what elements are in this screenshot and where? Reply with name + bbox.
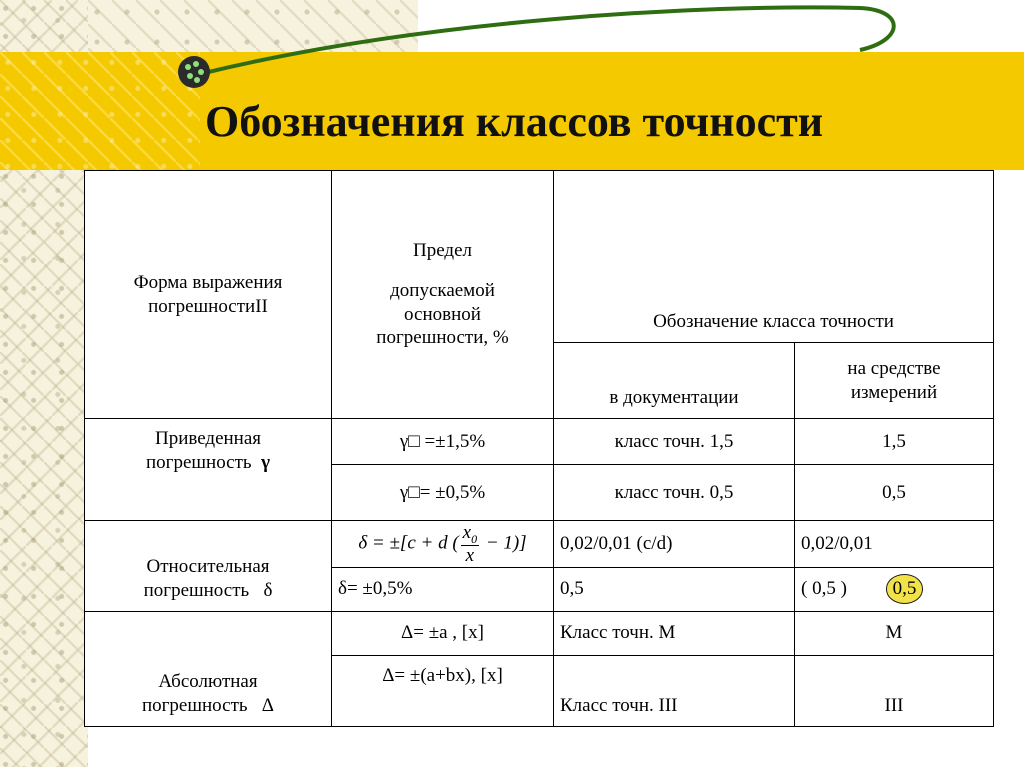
limit-relative-formula: δ = ±[c + d ( $\frac{x_0}{x}$ − 1)] (332, 521, 554, 568)
limit-absolute-2: Δ= ±(a+bx), [x] (332, 655, 554, 726)
accuracy-class-table (84, 170, 994, 727)
header-limit: Предел допускаемой основной погрешности, % (332, 171, 554, 419)
header-error-form: Форма выражения погрешностиII (85, 171, 332, 419)
instr-reduced-2: 0,5 (795, 465, 994, 521)
doc-relative-2: 0,5 (554, 567, 795, 611)
header-class-designation: Обозначение класса точности (554, 171, 994, 343)
instr-reduced-1: 1,5 (795, 419, 994, 465)
instr-absolute-2: III (795, 655, 994, 726)
instr-relative-2: ( 0,5 ) 0,5 (795, 567, 994, 611)
limit-reduced-2: γ□= ±0,5% (332, 465, 554, 521)
table-row (85, 611, 994, 655)
label-absolute-error: Абсолютная погрешность Δ (85, 611, 332, 726)
instr-absolute-1: M (795, 611, 994, 655)
label-reduced-error: Приведенная погрешность γ (85, 419, 332, 521)
doc-absolute-1: Класс точн. М (554, 611, 795, 655)
green-dots-bullet-icon (178, 56, 210, 88)
circled-class-mark: 0,5 (886, 574, 924, 604)
limit-reduced-1: γ□ =±1,5% (332, 419, 554, 465)
doc-reduced-1: класс точн. 1,5 (554, 419, 795, 465)
page-title: Обозначения классов точности (205, 97, 824, 146)
doc-reduced-2: класс точн. 0,5 (554, 465, 795, 521)
table-row (85, 521, 994, 568)
label-relative-error: Относительная погрешность δ (85, 521, 332, 612)
header-in-documentation: в документации (554, 343, 795, 419)
instr-relative-1: 0,02/0,01 (795, 521, 994, 568)
limit-absolute-1: Δ= ±a , [x] (332, 611, 554, 655)
doc-relative-1: 0,02/0,01 (c/d) (554, 521, 795, 568)
header-on-instrument: на средстве измерений (795, 343, 994, 419)
limit-relative-2: δ= ±0,5% (332, 567, 554, 611)
table-row (85, 419, 994, 465)
doc-absolute-2: Класс точн. III (554, 655, 795, 726)
table-header-row (85, 171, 994, 343)
swoosh-line (200, 7, 894, 74)
